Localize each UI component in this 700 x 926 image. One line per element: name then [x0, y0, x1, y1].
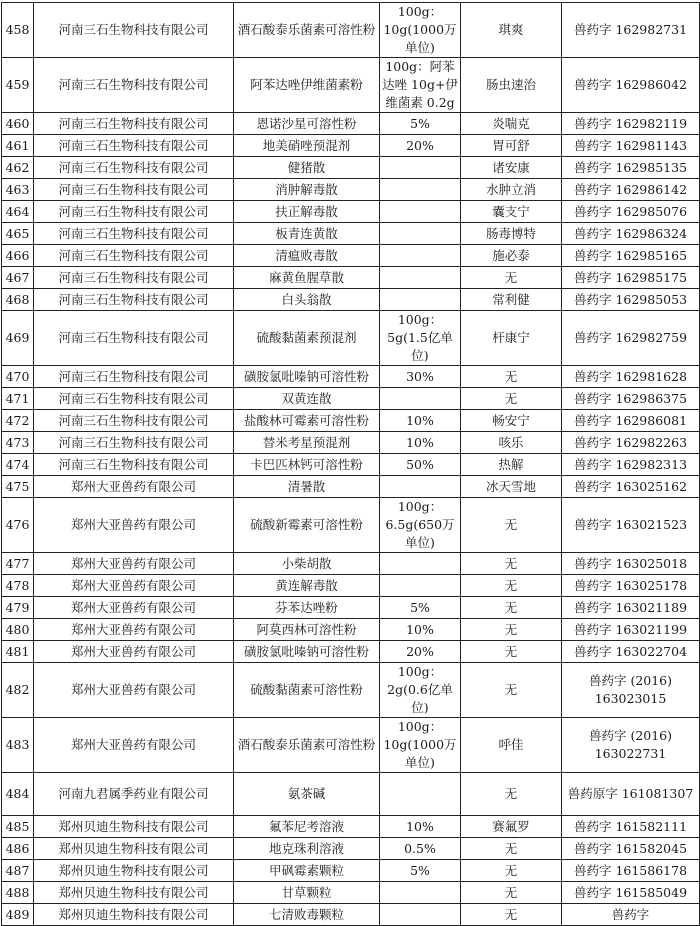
trade-name-cell: 无 [461, 773, 562, 816]
product-name-cell: 七清败毒颗粒 [234, 904, 380, 926]
row-number: 471 [2, 388, 34, 410]
table-row [2, 476, 700, 498]
product-name-cell: 酒石酸泰乐菌素可溶性粉 [234, 718, 380, 773]
trade-name-cell: 肠虫速治 [461, 58, 562, 113]
company-cell: 河南三石生物科技有限公司 [34, 113, 234, 135]
table-row [2, 289, 700, 311]
specification-cell: 10% [380, 410, 461, 432]
specification-cell [380, 157, 461, 179]
trade-name-cell: 无 [461, 860, 562, 882]
specification-cell: 100g：阿苯达唑 10g+伊维菌素 0.2g [380, 58, 461, 113]
approval-number-cell: 兽药字 162985175 [562, 267, 700, 289]
row-number: 463 [2, 179, 34, 201]
trade-name-cell: 胃可舒 [461, 135, 562, 157]
company-cell: 河南三石生物科技有限公司 [34, 135, 234, 157]
company-cell: 河南三石生物科技有限公司 [34, 388, 234, 410]
specification-cell [380, 773, 461, 816]
table-row [2, 267, 700, 289]
approval-number-cell: 兽药字 162981143 [562, 135, 700, 157]
product-name-cell: 甲砜霉素颗粒 [234, 860, 380, 882]
specification-cell [380, 575, 461, 597]
specification-cell: 30% [380, 366, 461, 388]
company-cell: 河南三石生物科技有限公司 [34, 454, 234, 476]
company-cell: 河南九君属季药业有限公司 [34, 773, 234, 816]
company-cell: 郑州大亚兽药有限公司 [34, 597, 234, 619]
specification-cell: 100g：2g(0.6亿单位) [380, 663, 461, 718]
approval-number-cell: 兽药字 (2016) 163022731 [562, 718, 700, 773]
company-cell: 河南三石生物科技有限公司 [34, 58, 234, 113]
trade-name-cell: 炎喘克 [461, 113, 562, 135]
company-cell: 郑州贝迪生物科技有限公司 [34, 904, 234, 926]
approval-number-cell: 兽药字 162986042 [562, 58, 700, 113]
product-name-cell: 氟苯尼考溶液 [234, 816, 380, 838]
table-row [2, 366, 700, 388]
company-cell: 郑州大亚兽药有限公司 [34, 575, 234, 597]
table-row [2, 388, 700, 410]
trade-name-cell: 无 [461, 366, 562, 388]
approval-number-cell: 兽药字 162985053 [562, 289, 700, 311]
approval-number-cell: 兽药字 162986142 [562, 179, 700, 201]
row-number: 461 [2, 135, 34, 157]
table-row [2, 860, 700, 882]
approval-number-cell: 兽药字 162985165 [562, 245, 700, 267]
approval-number-cell: 兽药字 162986324 [562, 223, 700, 245]
trade-name-cell: 常利健 [461, 289, 562, 311]
approval-number-cell: 兽药字 162986375 [562, 388, 700, 410]
trade-name-cell: 诸安康 [461, 157, 562, 179]
row-number: 476 [2, 498, 34, 553]
approval-number-cell: 兽药字 163021199 [562, 619, 700, 641]
table-row [2, 619, 700, 641]
approval-number-cell: 兽药字 162982119 [562, 113, 700, 135]
company-cell: 郑州贝迪生物科技有限公司 [34, 882, 234, 904]
product-name-cell: 硫酸黏菌素可溶性粉 [234, 663, 380, 718]
trade-name-cell: 热解 [461, 454, 562, 476]
specification-cell [380, 882, 461, 904]
specification-cell: 20% [380, 135, 461, 157]
product-name-cell: 阿苯达唑伊维菌素粉 [234, 58, 380, 113]
row-number: 460 [2, 113, 34, 135]
specification-cell [380, 388, 461, 410]
row-number: 458 [2, 3, 34, 58]
specification-cell: 100g：10g(1000万单位) [380, 3, 461, 58]
trade-name-cell: 畅安宁 [461, 410, 562, 432]
company-cell: 郑州贝迪生物科技有限公司 [34, 838, 234, 860]
approval-number-cell: 兽药字 163022704 [562, 641, 700, 663]
table-row [2, 311, 700, 366]
table-row [2, 816, 700, 838]
company-cell: 河南三石生物科技有限公司 [34, 311, 234, 366]
table-row [2, 597, 700, 619]
trade-name-cell: 无 [461, 641, 562, 663]
row-number: 487 [2, 860, 34, 882]
approval-number-cell: 兽药字 162982313 [562, 454, 700, 476]
row-number: 486 [2, 838, 34, 860]
approval-number-cell: 兽药字 161585049 [562, 882, 700, 904]
approval-number-cell: 兽药字 162981628 [562, 366, 700, 388]
row-number: 472 [2, 410, 34, 432]
row-number: 464 [2, 201, 34, 223]
approval-number-cell: 兽药字 162982759 [562, 311, 700, 366]
product-name-cell: 清暑散 [234, 476, 380, 498]
approval-number-cell: 兽药字 161586178 [562, 860, 700, 882]
trade-name-cell: 水肿立消 [461, 179, 562, 201]
product-name-cell: 硫酸黏菌素预混剂 [234, 311, 380, 366]
specification-cell: 5% [380, 860, 461, 882]
row-number: 469 [2, 311, 34, 366]
product-name-cell: 地克珠利溶液 [234, 838, 380, 860]
row-number: 479 [2, 597, 34, 619]
trade-name-cell: 无 [461, 498, 562, 553]
approval-number-cell: 兽药字 (2016) 163023015 [562, 663, 700, 718]
trade-name-cell: 杆康宁 [461, 311, 562, 366]
company-cell: 郑州大亚兽药有限公司 [34, 619, 234, 641]
approval-number-cell: 兽药字 161582111 [562, 816, 700, 838]
row-number: 489 [2, 904, 34, 926]
company-cell: 郑州大亚兽药有限公司 [34, 663, 234, 718]
trade-name-cell: 无 [461, 575, 562, 597]
trade-name-cell: 无 [461, 267, 562, 289]
table-row [2, 498, 700, 553]
row-number: 473 [2, 432, 34, 454]
trade-name-cell: 无 [461, 619, 562, 641]
specification-cell: 100g：5g(1.5亿单位) [380, 311, 461, 366]
row-number: 467 [2, 267, 34, 289]
product-name-cell: 扶正解毒散 [234, 201, 380, 223]
drug-approval-table [1, 2, 700, 926]
product-name-cell: 替米考星预混剂 [234, 432, 380, 454]
approval-number-cell: 兽药字 163021523 [562, 498, 700, 553]
row-number: 462 [2, 157, 34, 179]
table-body [2, 3, 700, 926]
table-row [2, 410, 700, 432]
table-row [2, 663, 700, 718]
row-number: 477 [2, 553, 34, 575]
approval-number-cell: 兽药字 163025162 [562, 476, 700, 498]
specification-cell [380, 223, 461, 245]
table-row [2, 179, 700, 201]
company-cell: 郑州大亚兽药有限公司 [34, 476, 234, 498]
specification-cell [380, 267, 461, 289]
company-cell: 河南三石生物科技有限公司 [34, 179, 234, 201]
row-number: 488 [2, 882, 34, 904]
product-name-cell: 双黄连散 [234, 388, 380, 410]
company-cell: 河南三石生物科技有限公司 [34, 289, 234, 311]
row-number: 470 [2, 366, 34, 388]
approval-number-cell: 兽药字 162985135 [562, 157, 700, 179]
product-name-cell: 氨茶碱 [234, 773, 380, 816]
trade-name-cell: 无 [461, 388, 562, 410]
product-name-cell: 芬苯达唑粉 [234, 597, 380, 619]
row-number: 480 [2, 619, 34, 641]
trade-name-cell: 肠毒博特 [461, 223, 562, 245]
product-name-cell: 小柴胡散 [234, 553, 380, 575]
trade-name-cell: 无 [461, 553, 562, 575]
table-row [2, 718, 700, 773]
trade-name-cell: 呼佳 [461, 718, 562, 773]
product-name-cell: 黄连解毒散 [234, 575, 380, 597]
table-row [2, 882, 700, 904]
product-name-cell: 恩诺沙星可溶性粉 [234, 113, 380, 135]
specification-cell: 10% [380, 619, 461, 641]
approval-number-cell: 兽药字 162986081 [562, 410, 700, 432]
company-cell: 河南三石生物科技有限公司 [34, 157, 234, 179]
approval-number-cell: 兽药原字 161081307 [562, 773, 700, 816]
trade-name-cell: 无 [461, 904, 562, 926]
row-number: 474 [2, 454, 34, 476]
row-number: 483 [2, 718, 34, 773]
approval-number-cell: 兽药字 163025178 [562, 575, 700, 597]
row-number: 465 [2, 223, 34, 245]
approval-number-cell: 兽药字 163025018 [562, 553, 700, 575]
company-cell: 河南三石生物科技有限公司 [34, 267, 234, 289]
specification-cell: 10% [380, 816, 461, 838]
product-name-cell: 甘草颗粒 [234, 882, 380, 904]
product-name-cell: 地美硝唑预混剂 [234, 135, 380, 157]
specification-cell: 100g：6.5g(650万单位) [380, 498, 461, 553]
company-cell: 郑州贝迪生物科技有限公司 [34, 816, 234, 838]
table-row [2, 201, 700, 223]
company-cell: 郑州大亚兽药有限公司 [34, 498, 234, 553]
row-number: 475 [2, 476, 34, 498]
approval-number-cell: 兽药字 162982263 [562, 432, 700, 454]
product-name-cell: 磺胺氯吡嗪钠可溶性粉 [234, 366, 380, 388]
table-row [2, 135, 700, 157]
trade-name-cell: 咳乐 [461, 432, 562, 454]
product-name-cell: 消肿解毒散 [234, 179, 380, 201]
table-row [2, 773, 700, 816]
table-row [2, 223, 700, 245]
approval-number-cell: 兽药字 [562, 904, 700, 926]
specification-cell: 20% [380, 641, 461, 663]
company-cell: 河南三石生物科技有限公司 [34, 432, 234, 454]
specification-cell [380, 245, 461, 267]
row-number: 485 [2, 816, 34, 838]
specification-cell: 0.5% [380, 838, 461, 860]
table-row [2, 641, 700, 663]
approval-number-cell: 兽药字 161582045 [562, 838, 700, 860]
approval-number-cell: 兽药字 163021189 [562, 597, 700, 619]
table-row [2, 245, 700, 267]
company-cell: 河南三石生物科技有限公司 [34, 245, 234, 267]
row-number: 478 [2, 575, 34, 597]
table-row [2, 3, 700, 58]
trade-name-cell: 琪爽 [461, 3, 562, 58]
product-name-cell: 麻黄鱼腥草散 [234, 267, 380, 289]
specification-cell [380, 476, 461, 498]
specification-cell [380, 179, 461, 201]
product-name-cell: 磺胺氯吡嗪钠可溶性粉 [234, 641, 380, 663]
product-name-cell: 阿莫西林可溶性粉 [234, 619, 380, 641]
row-number: 468 [2, 289, 34, 311]
specification-cell: 5% [380, 113, 461, 135]
product-name-cell: 卡巴匹林钙可溶性粉 [234, 454, 380, 476]
company-cell: 河南三石生物科技有限公司 [34, 201, 234, 223]
product-name-cell: 酒石酸泰乐菌素可溶性粉 [234, 3, 380, 58]
company-cell: 郑州大亚兽药有限公司 [34, 553, 234, 575]
table-row [2, 575, 700, 597]
specification-cell [380, 201, 461, 223]
specification-cell [380, 289, 461, 311]
table-row [2, 157, 700, 179]
approval-number-cell: 兽药字 162985076 [562, 201, 700, 223]
table-row [2, 113, 700, 135]
company-cell: 河南三石生物科技有限公司 [34, 366, 234, 388]
table-row [2, 454, 700, 476]
company-cell: 河南三石生物科技有限公司 [34, 3, 234, 58]
company-cell: 河南三石生物科技有限公司 [34, 410, 234, 432]
trade-name-cell: 赛氟罗 [461, 816, 562, 838]
product-name-cell: 健猪散 [234, 157, 380, 179]
trade-name-cell: 囊支宁 [461, 201, 562, 223]
row-number: 466 [2, 245, 34, 267]
approval-number-cell: 兽药字 162982731 [562, 3, 700, 58]
row-number: 482 [2, 663, 34, 718]
row-number: 484 [2, 773, 34, 816]
specification-cell [380, 553, 461, 575]
table-row [2, 58, 700, 113]
specification-cell: 50% [380, 454, 461, 476]
product-name-cell: 白头翁散 [234, 289, 380, 311]
company-cell: 郑州大亚兽药有限公司 [34, 718, 234, 773]
company-cell: 郑州贝迪生物科技有限公司 [34, 860, 234, 882]
table-row [2, 553, 700, 575]
trade-name-cell: 冰天雪地 [461, 476, 562, 498]
table-row [2, 904, 700, 926]
specification-cell: 5% [380, 597, 461, 619]
company-cell: 河南三石生物科技有限公司 [34, 223, 234, 245]
specification-cell: 10% [380, 432, 461, 454]
specification-cell: 100g：10g(1000万单位) [380, 718, 461, 773]
table-row [2, 432, 700, 454]
trade-name-cell: 施必泰 [461, 245, 562, 267]
row-number: 481 [2, 641, 34, 663]
row-number: 459 [2, 58, 34, 113]
specification-cell [380, 904, 461, 926]
product-name-cell: 硫酸新霉素可溶性粉 [234, 498, 380, 553]
product-name-cell: 清瘟败毒散 [234, 245, 380, 267]
table-row [2, 838, 700, 860]
trade-name-cell: 无 [461, 597, 562, 619]
trade-name-cell: 无 [461, 663, 562, 718]
trade-name-cell: 无 [461, 882, 562, 904]
trade-name-cell: 无 [461, 838, 562, 860]
product-name-cell: 盐酸林可霉素可溶性粉 [234, 410, 380, 432]
product-name-cell: 板青连黄散 [234, 223, 380, 245]
company-cell: 郑州大亚兽药有限公司 [34, 641, 234, 663]
